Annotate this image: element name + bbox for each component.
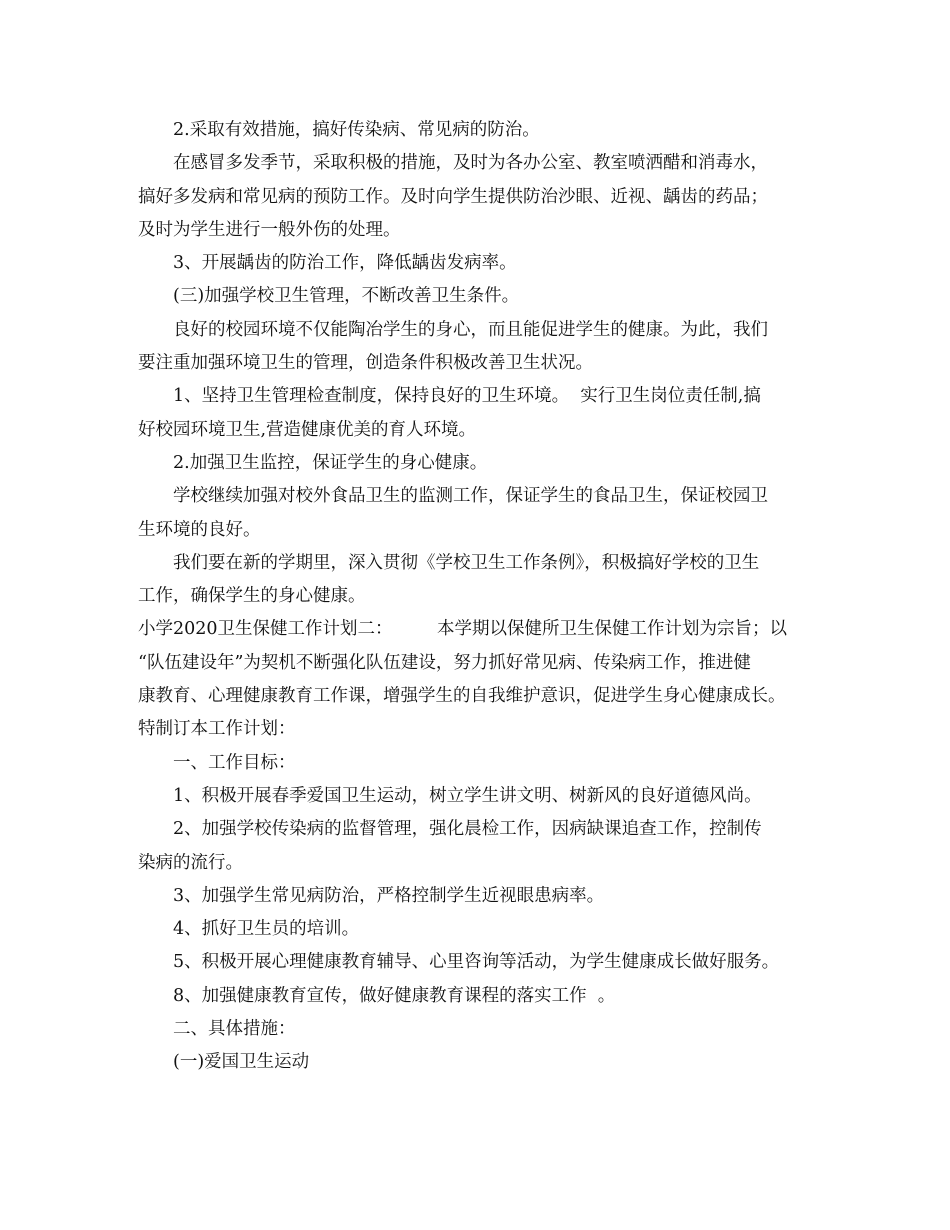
text-line: 良好的校园环境不仅能陶冶学生的身心，而且能促进学生的健康。为此，我们	[173, 319, 768, 340]
text-line: 工作，确保学生的身心健康。	[138, 586, 366, 607]
list-item: 2、加强学校传染病的监督管理，强化晨检工作，因病缺课追查工作，控制传	[173, 819, 762, 840]
plan-title-line: 小学2020卫生保健工作计划二： 本学期以保健所卫生保健工作计划为宗旨；以	[138, 619, 788, 640]
section-heading: 一、工作目标：	[173, 752, 296, 773]
text-line: 搞好多发病和常见病的预防工作。及时向学生提供防治沙眼、近视、龋齿的药品；	[138, 186, 768, 207]
text-line: 学校继续加强对校外食品卫生的监测工作，保证学生的食品卫生，保证校园卫	[173, 486, 768, 507]
text-line: 好校园环境卫生,营造健康优美的育人环境。	[138, 419, 477, 440]
list-item: 8、加强健康教育宣传，做好健康教育课程的落实工作 。	[173, 985, 616, 1006]
list-item: 5、积极开展心理健康教育辅导、心里咨询等活动，为学生健康成长做好服务。	[173, 952, 780, 973]
text-line: 在感冒多发季节，采取积极的措施，及时为各办公室、教室喷洒醋和消毒水，	[173, 153, 768, 174]
text-line: 1、坚持卫生管理检查制度，保持良好的卫生环境。 实行卫生岗位责任制,搞	[173, 386, 761, 407]
section-heading: 二、具体措施：	[173, 1019, 296, 1040]
text-line: “队伍建设年”为契机不断强化队伍建设，努力抓好常见病、传染病工作，推进健	[138, 652, 751, 673]
text-line: 2.采取有效措施，搞好传染病、常见病的防治。	[173, 120, 540, 140]
section-heading: (一)爱国卫生运动	[173, 1052, 310, 1073]
text-line: 生环境的良好。	[138, 519, 261, 540]
document-page	[138, 114, 828, 1080]
text-line: 特制订本工作计划：	[138, 719, 296, 740]
text-line: 染病的流行。	[138, 852, 243, 873]
text-line: 要注重加强环境卫生的管理，创造条件积极改善卫生状况。	[138, 353, 593, 374]
section-heading: (三)加强学校卫生管理，不断改善卫生条件。	[173, 286, 520, 307]
list-item: 4、抓好卫生员的培训。	[173, 919, 360, 940]
text-line: 2.加强卫生监控，保证学生的身心健康。	[173, 452, 488, 473]
list-item: 3、加强学生常见病防治，严格控制学生近视眼患病率。	[173, 885, 605, 906]
text-line: 康教育、心理健康教育工作课，增强学生的自我维护意识，促进学生身心健康成长。	[138, 686, 786, 707]
text-line: 3、开展龋齿的防治工作，降低龋齿发病率。	[173, 253, 517, 274]
text-line: 我们要在新的学期里，深入贯彻《学校卫生工作条例》，积极搞好学校的卫生	[173, 552, 760, 573]
text-line: 及时为学生进行一般外伤的处理。	[138, 219, 401, 240]
list-item: 1、积极开展春季爱国卫生运动，树立学生讲文明、树新风的良好道德风尚。	[173, 785, 762, 806]
